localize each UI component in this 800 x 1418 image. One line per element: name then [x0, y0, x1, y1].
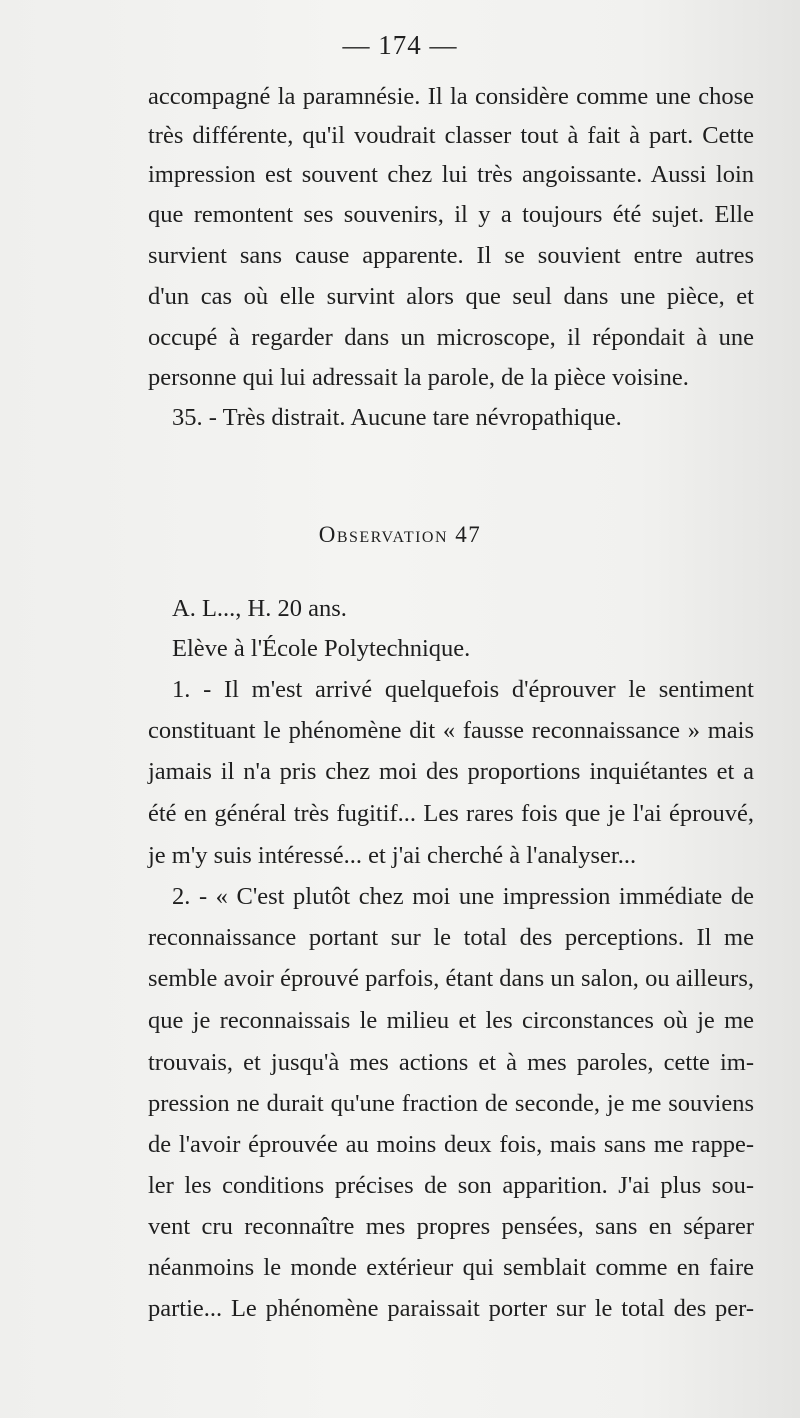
text-line: 1. - Il m'est arrivé quelquefois d'éprouver le sentiment [172, 676, 754, 703]
text-line: reconnaissance portant sur le total des perceptions. Il me [148, 924, 754, 951]
item-35: 35. - Très distrait. Aucune tare névropathique. [172, 404, 622, 431]
text-line: très différente, qu'il voudrait classer tout à fait à part. Cette [148, 122, 754, 149]
page-number: — 174 — [342, 30, 458, 60]
text-line: de l'avoir éprouvée au moins deux fois, mais sans me rappe- [148, 1131, 754, 1158]
text-line: accompagné la paramnésie. Il la considère comme une chose [148, 83, 754, 110]
text-line: partie... Le phénomène paraissait porter sur le total des per- [148, 1295, 754, 1322]
text-line: été en général très fugitif... Les rares fois que je l'ai éprouvé, [148, 800, 754, 827]
text-line: constituant le phénomène dit « fausse reconnaissance » mais [148, 717, 754, 744]
text-line: jamais il n'a pris chez moi des proportions inquiétantes et a [148, 758, 754, 785]
text-line: pression ne durait qu'une fraction de seconde, je me souviens [148, 1090, 754, 1117]
observation-heading-text: Observation 47 [318, 522, 482, 547]
text-line: semble avoir éprouvé parfois, étant dans un salon, ou ailleurs, [148, 965, 754, 992]
observation-heading [0, 520, 800, 550]
text-line: ler les conditions précises de son apparition. J'ai plus sou- [148, 1172, 754, 1199]
text-line: que je reconnaissais le milieu et les circonstances où je me [148, 1007, 754, 1034]
text-line: personne qui lui adressait la parole, de la pièce voisine. [148, 364, 689, 391]
text-line: impression est souvent chez lui très angoissante. Aussi loin [148, 161, 754, 188]
text-line: je m'y suis intéressé... et j'ai cherché à l'analyser... [148, 842, 637, 869]
text-line: vent cru reconnaître mes propres pensées, sans en séparer [148, 1213, 754, 1240]
text-line: trouvais, et jusqu'à mes actions et à mes paroles, cette im- [148, 1049, 754, 1076]
text-line: survient sans cause apparente. Il se souvient entre autres [148, 242, 754, 269]
text-line: occupé à regarder dans un microscope, il répondait à une [148, 324, 754, 351]
text-line: néanmoins le monde extérieur qui semblait comme en faire [148, 1254, 754, 1281]
subject-line: A. L..., H. 20 ans. [172, 595, 347, 622]
text-line: que remontent ses souvenirs, il y a toujours été sujet. Elle [148, 201, 754, 228]
text-line: 2. - « C'est plutôt chez moi une impression immédiate de [172, 883, 754, 910]
school-line: Elève à l'École Polytechnique. [172, 635, 471, 662]
text-line: d'un cas où elle survint alors que seul dans une pièce, et [148, 283, 754, 310]
